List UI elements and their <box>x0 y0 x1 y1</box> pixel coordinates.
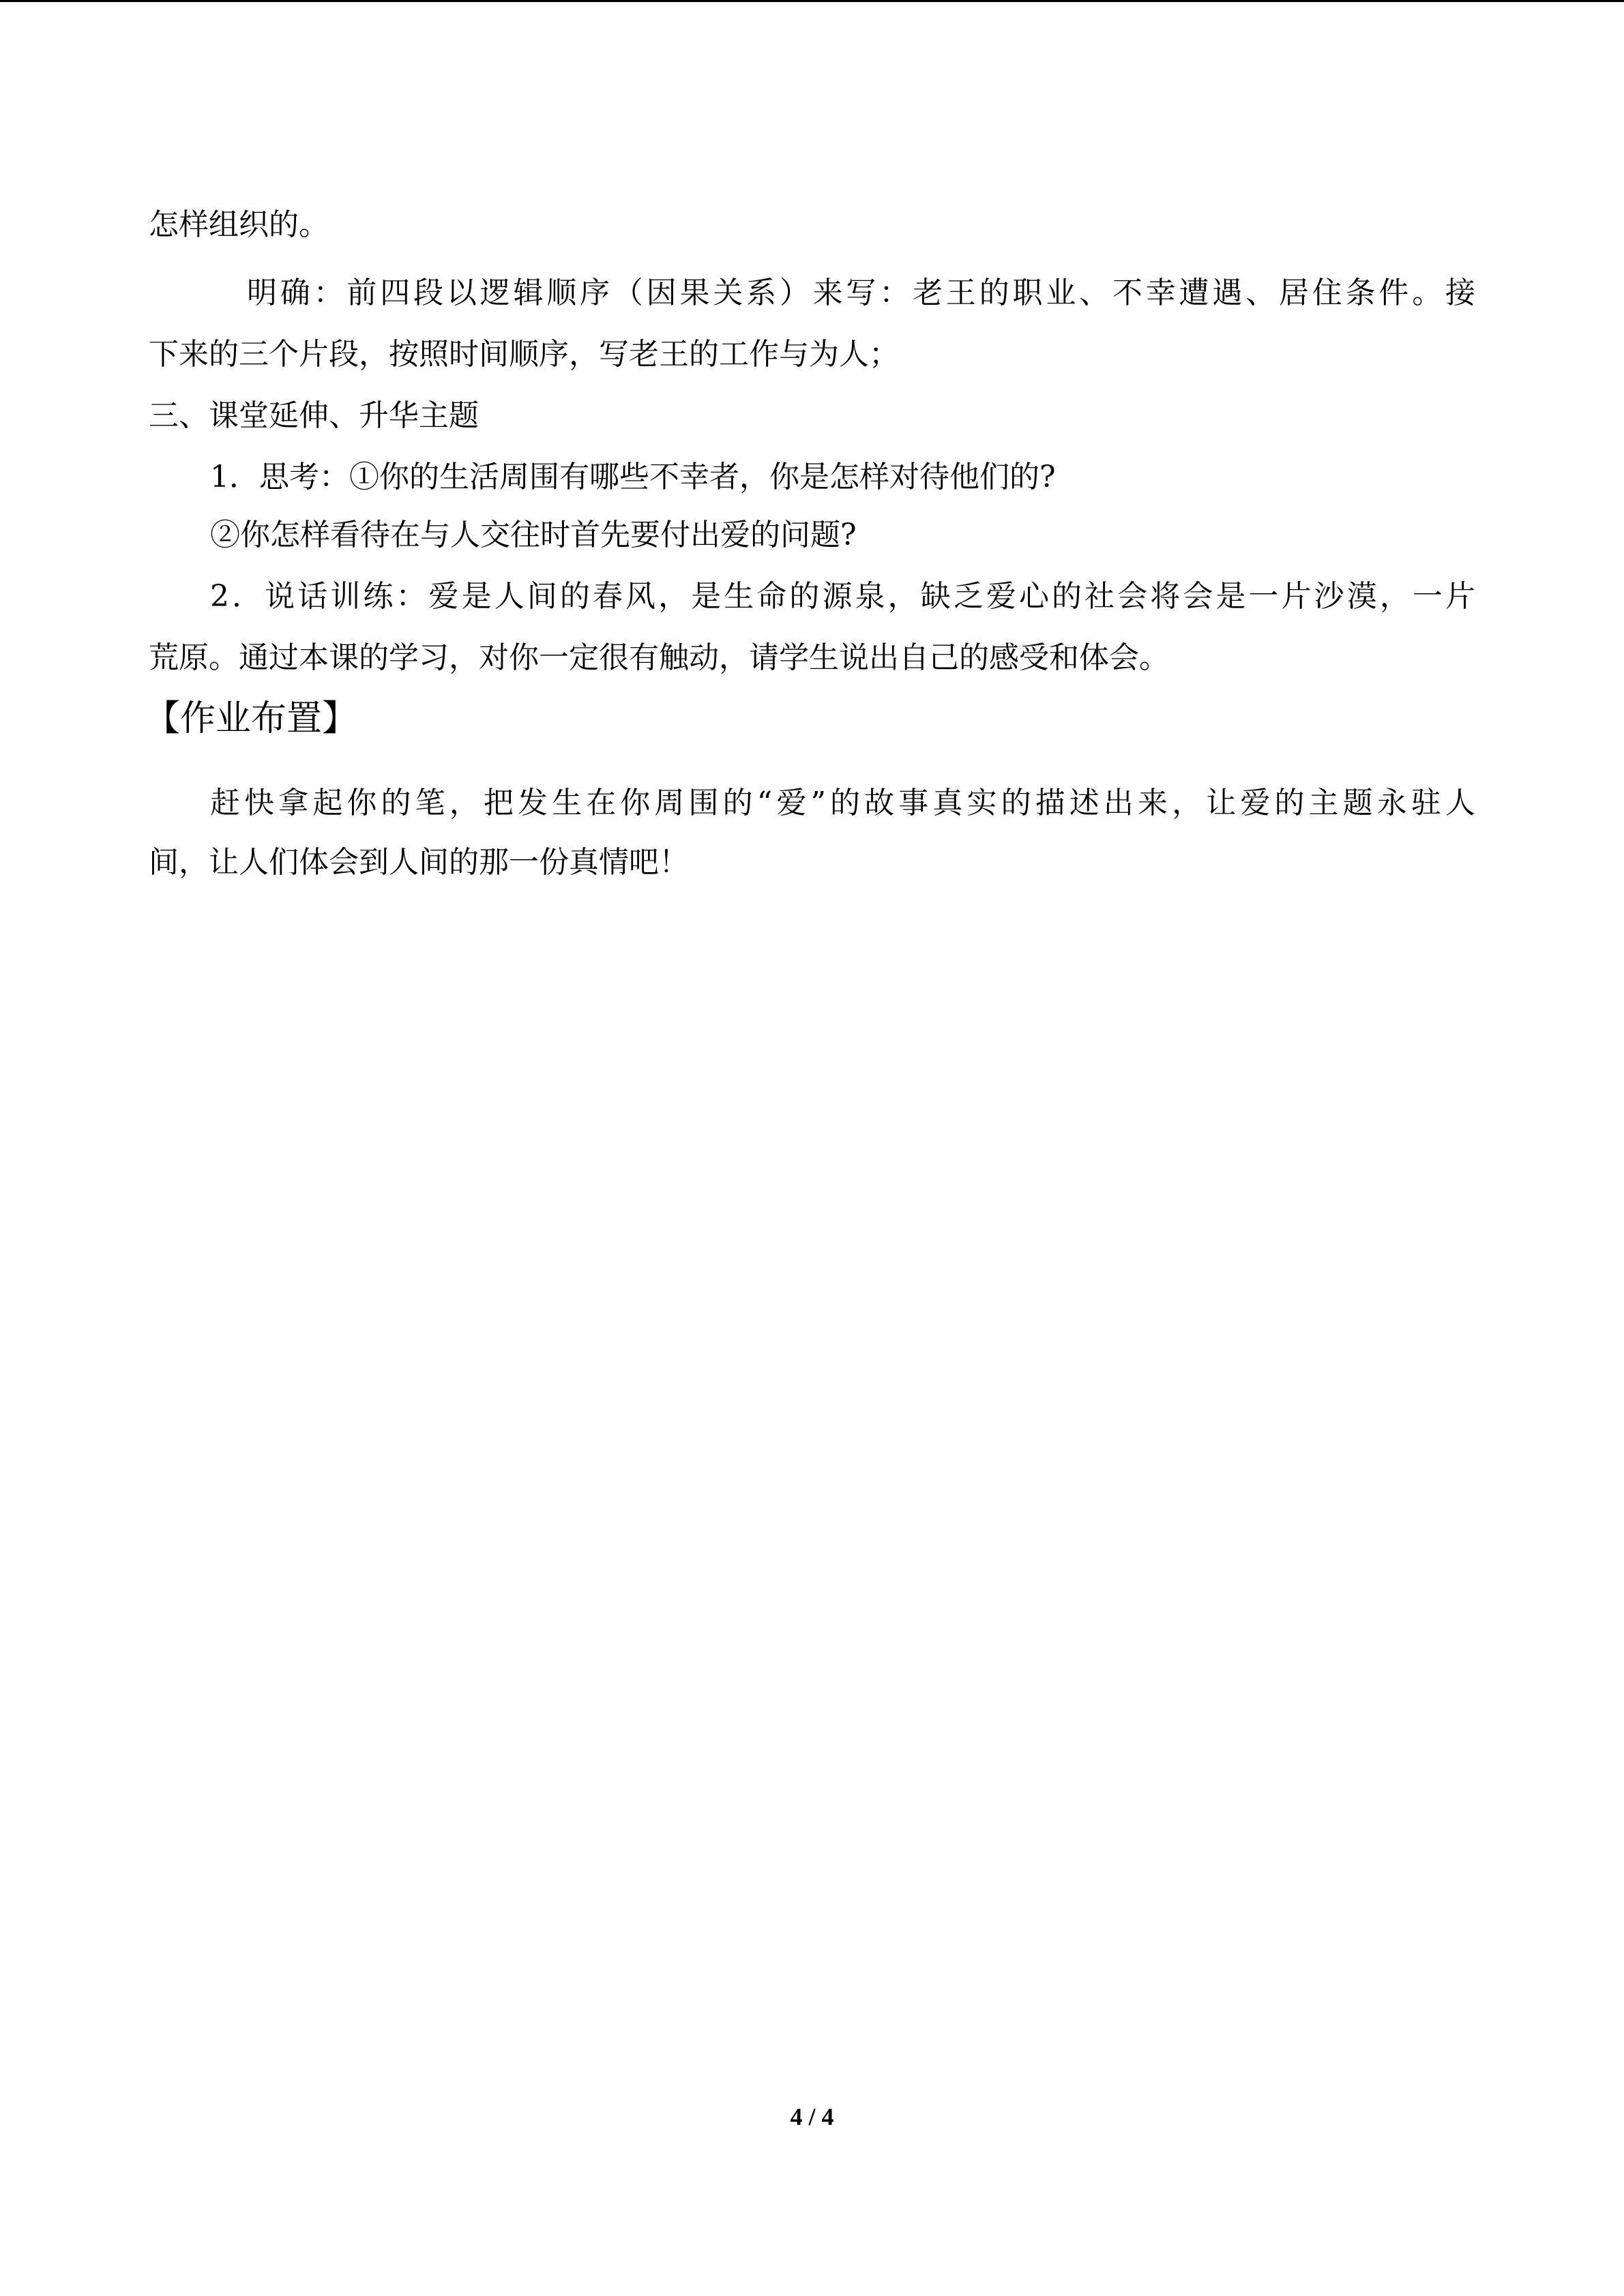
speaking-exercise-line-1: 2．说话训练：爱是人间的春风，是生命的源泉，缺乏爱心的社会将会是一片沙漠，一片 <box>210 579 1475 614</box>
answer-paragraph-line-1: 明确：前四段以逻辑顺序（因果关系）来写：老王的职业、不幸遭遇、居住条件。接 <box>247 275 1475 310</box>
section-title: 三、课堂延伸、升华主题 <box>149 398 479 433</box>
thinking-question-1: 1．思考：①你的生活周围有哪些不幸者，你是怎样对待他们的? <box>210 460 1056 494</box>
thinking-question-2: ②你怎样看待在与人交往时首先要付出爱的问题? <box>210 518 857 552</box>
homework-line-2: 间，让人们体会到人间的那一份真情吧！ <box>149 845 689 880</box>
homework-line-1: 赶快拿起你的笔，把发生在你周围的“爱”的故事真实的描述出来，让爱的主题永驻人 <box>210 786 1475 820</box>
answer-paragraph-line-2: 下来的三个片段，按照时间顺序，写老王的工作与为人； <box>149 337 899 372</box>
homework-heading: 【作业布置】 <box>145 698 358 739</box>
speaking-exercise-line-2: 荒原。通过本课的学习，对你一定很有触动，请学生说出自己的感受和体会。 <box>149 640 1169 675</box>
paragraph-continuation: 怎样组织的。 <box>149 207 329 242</box>
page-number: 4 / 4 <box>790 2103 834 2130</box>
page-top-border <box>0 0 1624 2</box>
